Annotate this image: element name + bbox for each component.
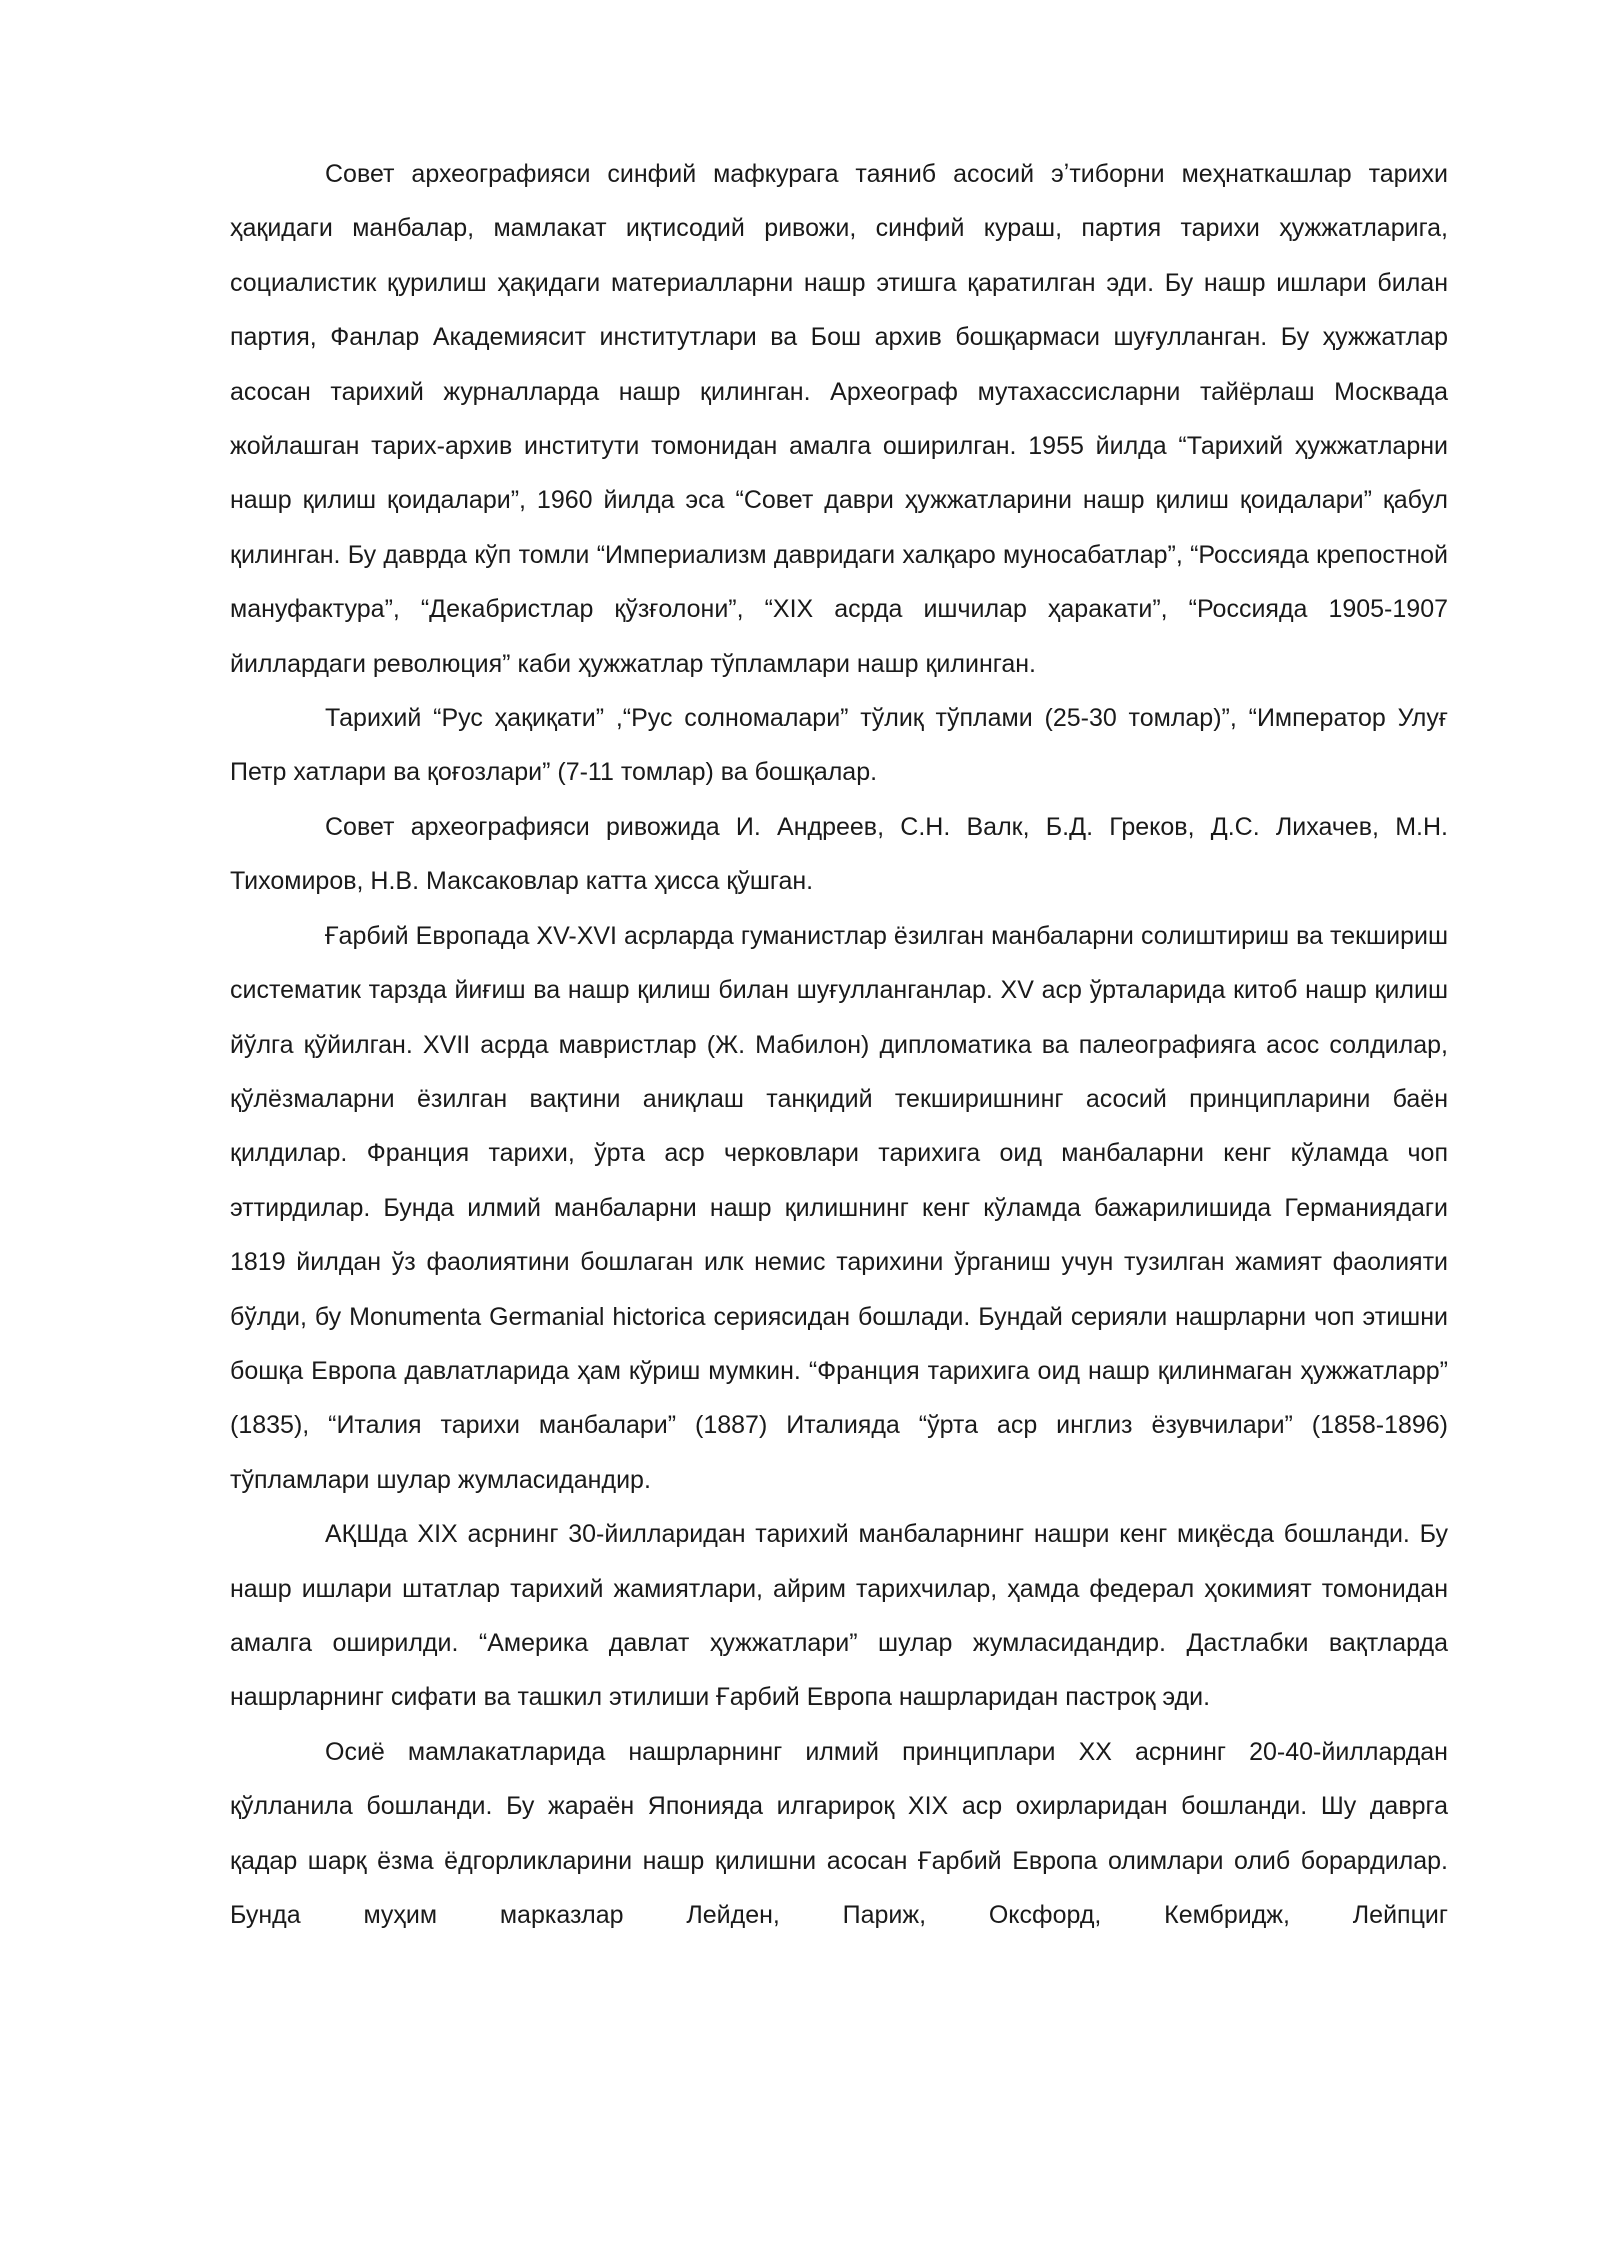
paragraph-contributors: Совет археографияси ривожида И. Андреев, С.Н. Валк, Б.Д. Греков, Д.С. Лихачев, М.Н. Тихомиров, Н.В. Максаковлар катта ҳисса қўшган. — [230, 812, 1448, 896]
document-body — [230, 147, 1448, 1942]
paragraph-soviet-archaeography: Совет археографияси синфий мафкурага таяниб асосий эʼтиборни меҳнаткашлар тарихи ҳақидаги манбалар, мамлакат иқтисодий ривожи, синфий кураш, партия тарихи ҳужжатларига, социалистик қурилиш ҳақидаги материалларни нашр этишга қаратилган эди. Бу нашр ишлари билан партия, Фанлар Академиясит институтлари ва Бош архив бошқармаси шуғулланган. Бу ҳужжатлар асосан тарихий журналларда нашр қилинган. Археограф мутахассисларни тайёрлаш Москвада жойлашган тарих-архив институти томонидан амалга оширилган. 1955 йилда “Тарихий ҳужжатларни нашр қилиш қоидалари”, 1960 йилда эса “Совет даври ҳужжатларини нашр қилиш қоидалари” қабул қилинган. Бу даврда кўп томли “Империализм давридаги халқаро муносабатлар”, “Россияда крепостной мануфактура”, “Декабристлар қўзғолони”, “XIX асрда ишчилар ҳаракати”, “Россияда 1905-1907 йиллардаги революция” каби ҳужжатлар тўпламлари нашр қилинган. — [230, 160, 1448, 678]
paragraph-usa: АҚШда XIX асрнинг 30-йилларидан тарихий манбаларнинг нашри кенг миқёсда бошланди. Бу нашр ишлари штатлар тарихий жамиятлари, айрим тарихчилар, ҳамда федерал ҳокимият томонидан амалга оширилди. “Америка давлат ҳужжатлари” шулар жумласидандир. Дастлабки вақтларда нашрларнинг сифати ва ташкил этилиши Ғарбий Европа нашрларидан пастроқ эди. — [230, 1520, 1448, 1712]
paragraph-western-europe: Ғарбий Европада XV-XVI асрларда гуманистлар ёзилган манбаларни солиштириш ва текшириш систематик тарзда йиғиш ва нашр қилиш билан шуғулланганлар. XV аср ўрталарида китоб нашр қилиш йўлга қўйилган. XVII асрда мавристлар (Ж. Мабилон) дипломатика ва палеографияга асос солдилар, қўлёзмаларни ёзилган вақтини аниқлаш танқидий текширишнинг асосий принципларини баён қилдилар. Франция тарихи, ўрта аср черковлари тарихига оид манбаларни кенг кўламда чоп эттирдилар. Бунда илмий манбаларни нашр қилишнинг кенг кўламда бажарилишида Германиядаги 1819 йилдан ўз фаолиятини бошлаган илк немис тарихини ўрганиш учун тузилган жамият фаолияти бўлди, бу Monumenta Germanial hictorica сериясидан бошлади. Бундай серияли нашрларни чоп этишни бошқа Европа давлатларида ҳам кўриш мумкин. “Франция тарихига оид нашр қилинмаган ҳужжатларр” (1835), “Италия тарихи манбалари” (1887) Италияда “ўрта аср инглиз ёзувчилари” (1858-1896) тўпламлари шулар жумласидандир. — [230, 921, 1448, 1494]
paragraph-historical-collections: Тарихий “Рус ҳақиқати” ,“Рус солномалари” тўлиқ тўплами (25-30 томлар)”, “Император Улуғ Петр хатлари ва қоғозлари” (7-11 томлар) ва бошқалар. — [230, 704, 1448, 787]
paragraph-asia: Осиё мамлакатларида нашрларнинг илмий принциплари XX асрнинг 20-40-йиллардан қўлланила бошланди. Бу жараён Японияда илгарироқ XIX аср охирларидан бошланди. Шу даврга қадар шарқ ёзма ёдгорликларини нашр қилишни асосан Ғарбий Европа олимлари олиб борардилар. Бунда муҳим марказлар Лейден, Париж, Оксфорд, Кембридж, Лейпциг — [230, 1737, 1448, 1929]
